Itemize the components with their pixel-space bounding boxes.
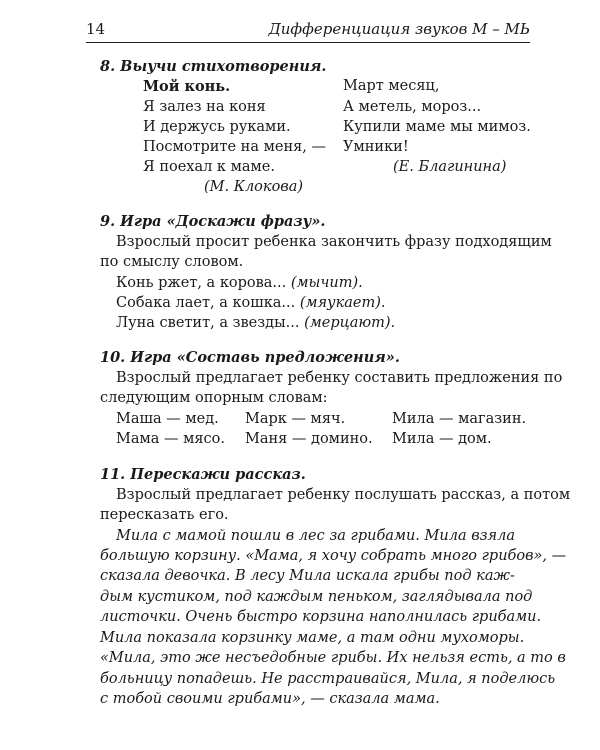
poem2-author: (Е. Благинина) <box>393 159 507 175</box>
story-line: дым кустиком, под каждым пеньком, заглядывала под <box>100 589 533 605</box>
poem1-title: Мой конь. <box>143 78 231 95</box>
section-11-title: 11. Перескажи рассказ. <box>100 466 306 483</box>
story-line: Мила показала корзинку маме, а там одни мухоморы. <box>100 630 525 646</box>
story-line: большую корзину. «Мама, я хочу собрать много грибов», — <box>100 548 567 564</box>
section-9-intro: Взрослый просит ребенка закончить фразу подходящим <box>116 234 552 250</box>
story-line: сказала девочка. В лесу Мила искала грибы под каж- <box>100 568 515 584</box>
running-header <box>86 20 530 43</box>
story-line: больницу попадешь. Не расстраивайся, Мила, я поделюсь <box>100 671 556 687</box>
poem1-line: Я залез на коня <box>143 99 266 115</box>
story-line: с тобой своими грибами», — сказала мама. <box>100 691 440 707</box>
phrase-answer: (мяукает). <box>299 295 386 311</box>
story-line: листочки. Очень быстро корзина наполнилась грибами. <box>100 609 542 625</box>
section-9-intro: по смыслу словом. <box>100 254 244 270</box>
section-10-title: 10. Игра «Составь предложения». <box>100 349 400 366</box>
poem2-line: А метель, мороз... <box>343 99 482 115</box>
section-10-intro: следующим опорным словам: <box>100 390 328 406</box>
phrase-item: Конь ржет, а корова... (мычит). <box>116 275 363 291</box>
page-number: 14 <box>86 20 106 38</box>
word-pair: Маша — мед. <box>116 411 219 427</box>
phrase-answer: (мычит). <box>290 275 363 291</box>
running-title: Дифференциация звуков М – МЬ <box>268 20 530 38</box>
word-pair: Мама — мясо. <box>116 431 226 447</box>
poem1-line: И держусь руками. <box>143 119 291 135</box>
poem1-author: (М. Клокова) <box>204 179 304 195</box>
poem2-line: Умники! <box>343 139 409 155</box>
poem2-line: Купили маме мы мимоз. <box>343 119 531 135</box>
word-pair: Мила — магазин. <box>392 411 527 427</box>
word-pair: Мила — дом. <box>392 431 492 447</box>
section-8-title: 8. Выучи стихотворения. <box>100 58 327 75</box>
section-10-intro: Взрослый предлагает ребенку составить предложения по <box>116 370 563 386</box>
poem1-line: Посмотрите на меня, — <box>143 139 326 155</box>
word-pair: Маня — домино. <box>245 431 373 447</box>
poem1-line: Я поехал к маме. <box>143 159 276 175</box>
poem2-line: Март месяц, <box>343 78 440 94</box>
section-11-intro: пересказать его. <box>100 507 229 523</box>
section-9-title: 9. Игра «Доскажи фразу». <box>100 213 326 230</box>
section-11-intro: Взрослый предлагает ребенку послушать рассказ, а потом <box>116 487 571 503</box>
phrase-item: Собака лает, а кошка... (мяукает). <box>116 295 386 311</box>
phrase-answer: (мерцают). <box>304 315 396 331</box>
story-line: «Мила, это же несъедобные грибы. Их нельзя есть, а то в <box>100 650 566 666</box>
story-line: Мила с мамой пошли в лес за грибами. Мила взяла <box>116 528 516 544</box>
word-pair: Марк — мяч. <box>245 411 346 427</box>
phrase-item: Луна светит, а звезды... (мерцают). <box>116 315 396 331</box>
